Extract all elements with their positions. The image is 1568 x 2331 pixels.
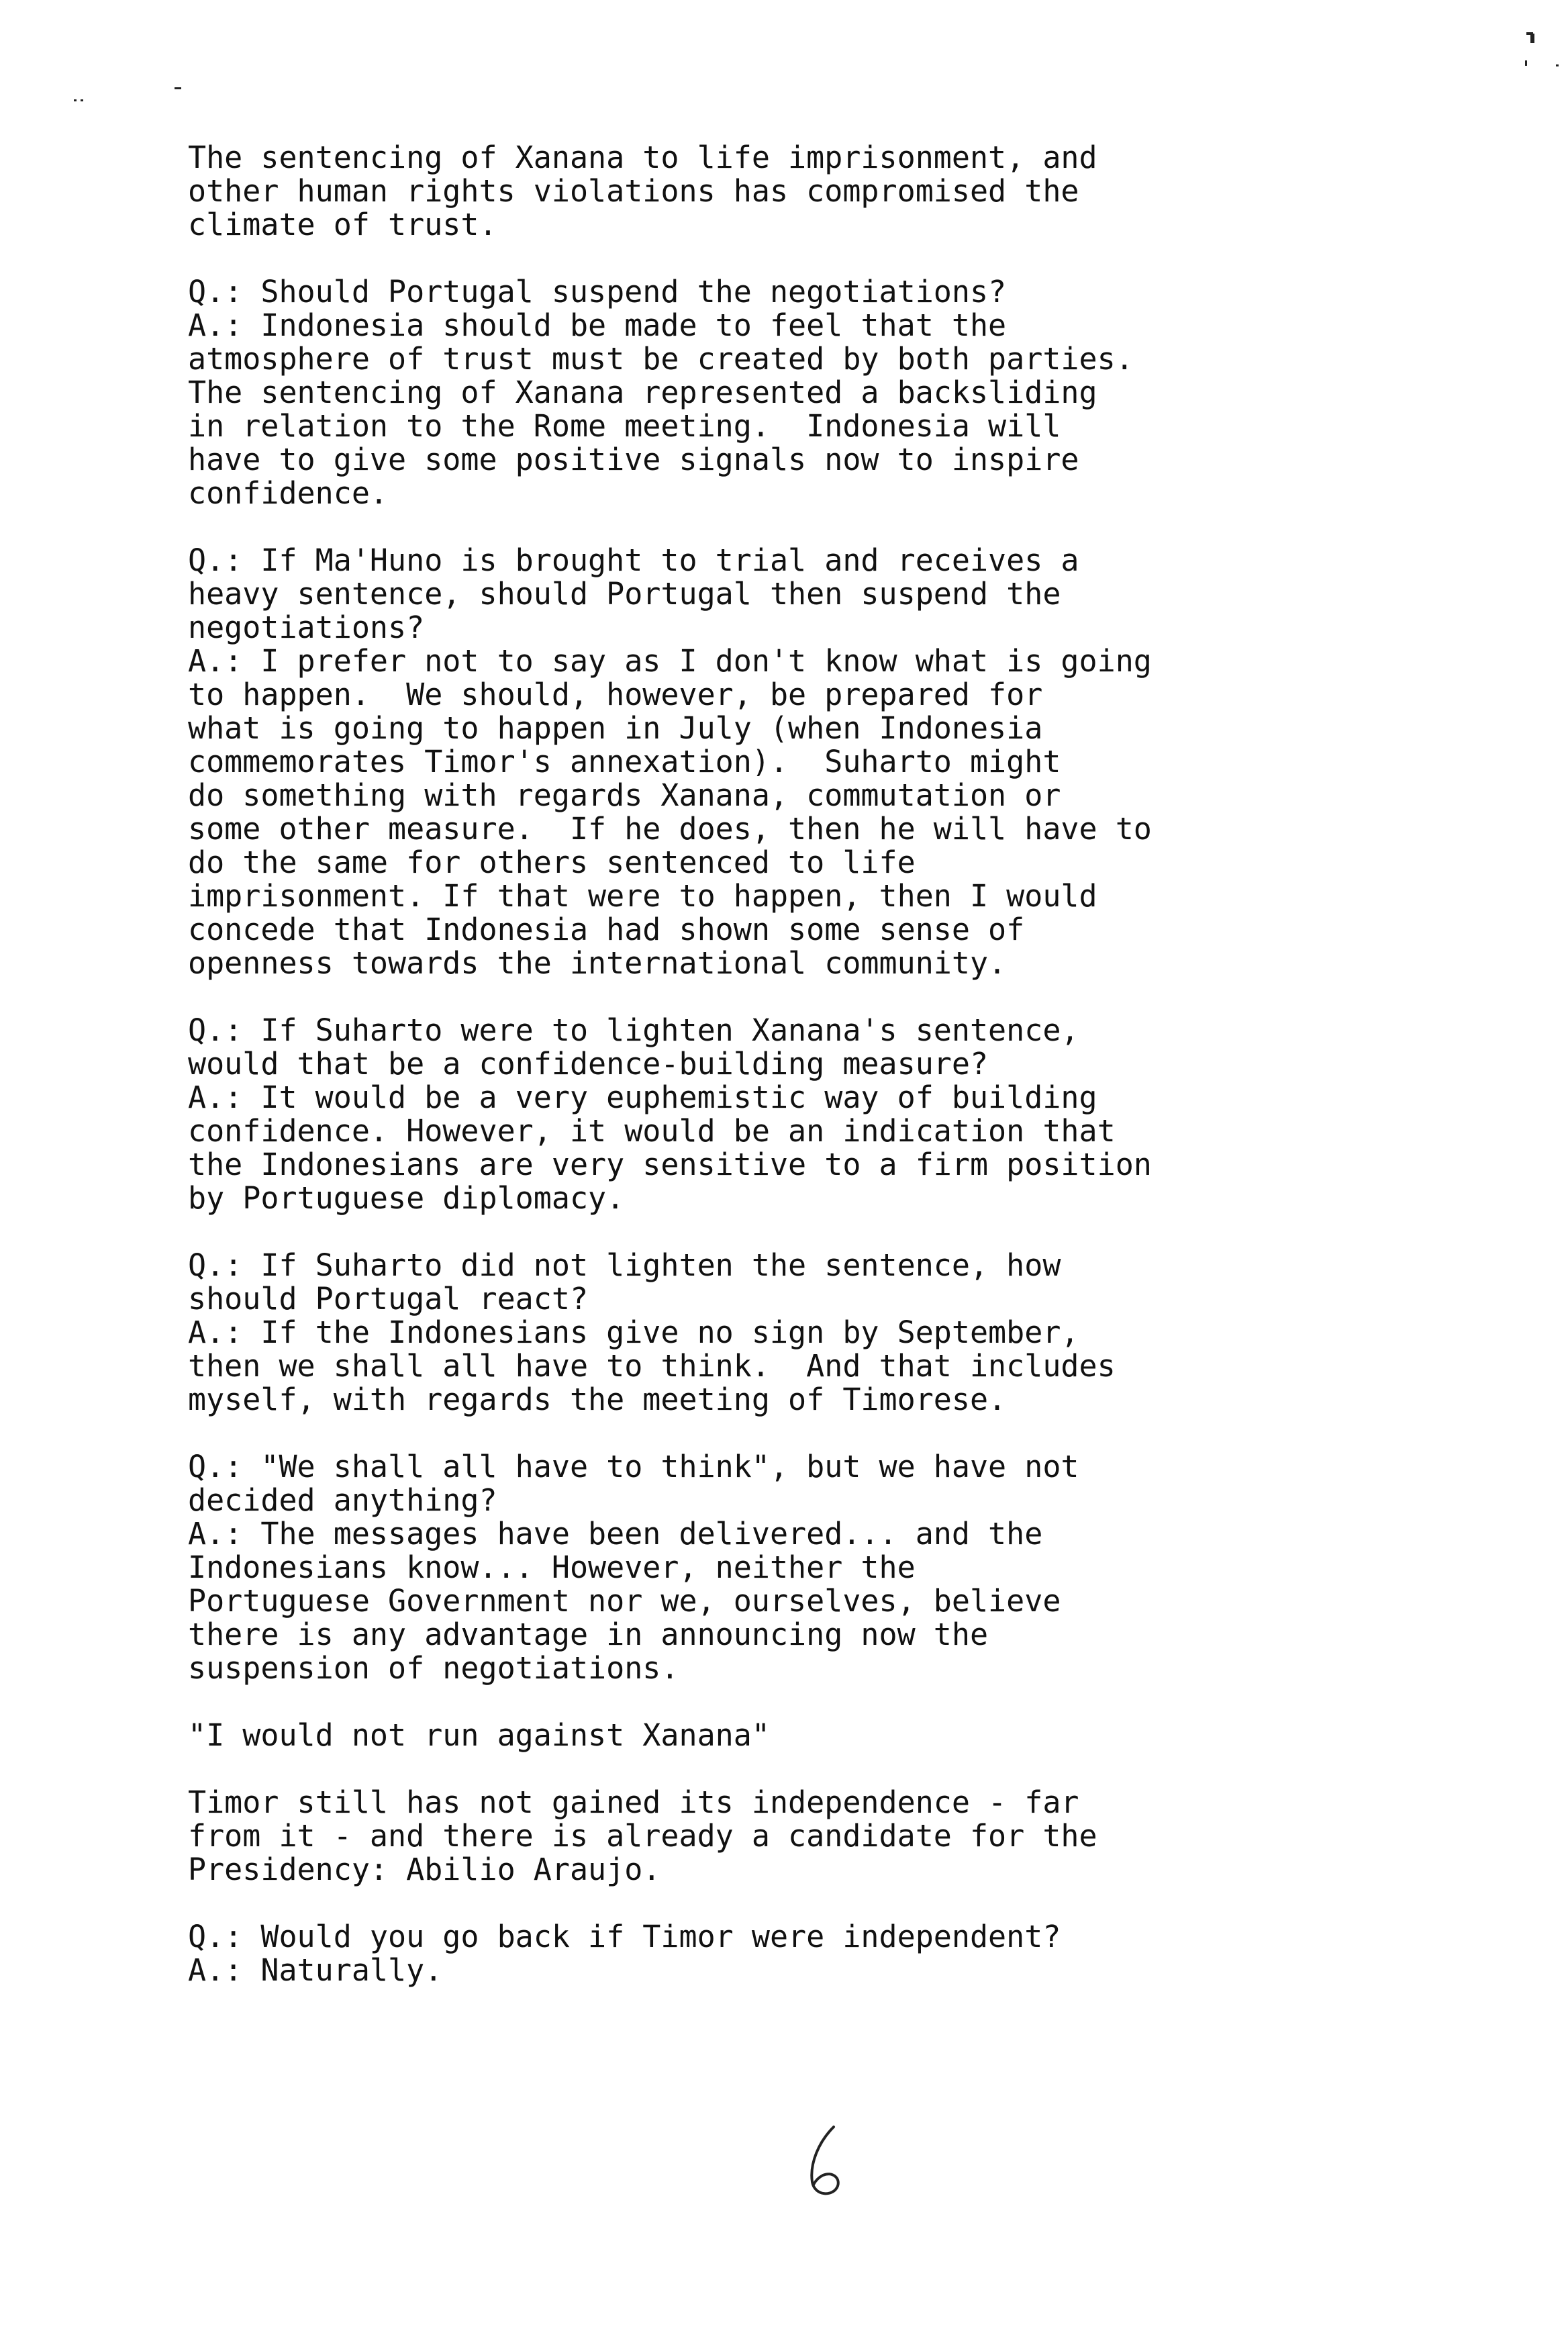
text-line: commemorates Timor's annexation). Suharto might — [188, 744, 1061, 779]
text-line: have to give some positive signals now to inspire — [188, 442, 1079, 477]
text-line: in relation to the Rome meeting. Indonesia will — [188, 408, 1061, 444]
text-line: Q.: Should Portugal suspend the negotiations? — [188, 274, 1007, 310]
text-line: other human rights violations has compromised the — [188, 173, 1079, 209]
text-line: Timor still has not gained its independence - far — [188, 1785, 1079, 1820]
text-line: some other measure. If he does, then he will have to — [188, 811, 1152, 847]
text-line: confidence. — [188, 475, 389, 511]
text-line: by Portuguese diplomacy. — [188, 1180, 625, 1216]
paragraph — [188, 1786, 1497, 1887]
section-heading — [188, 1719, 1497, 1752]
scan-mark — [1556, 64, 1559, 66]
text-line: A.: It would be a very euphemistic way of building — [188, 1080, 1097, 1115]
text-line: concede that Indonesia had shown some sense of — [188, 912, 1025, 947]
paragraph — [188, 1014, 1497, 1215]
scan-mark — [74, 99, 77, 101]
text-line: Q.: If Suharto did not lighten the sentence, how — [188, 1247, 1061, 1283]
text-line: myself, with regards the meeting of Timorese. — [188, 1382, 1007, 1417]
text-line: openness towards the international community. — [188, 945, 1007, 981]
text-line: The sentencing of Xanana to life imprisonment, and — [188, 140, 1097, 175]
text-line: Portuguese Government nor we, ourselves, believe — [188, 1583, 1061, 1619]
paragraph — [188, 1920, 1497, 1987]
scan-mark — [1526, 32, 1533, 35]
text-line: heavy sentence, should Portugal then suspend the — [188, 576, 1061, 612]
text-line: Q.: If Ma'Huno is brought to trial and receives a — [188, 542, 1079, 578]
text-line: Presidency: Abilio Araujo. — [188, 1852, 661, 1887]
text-line: decided anything? — [188, 1482, 497, 1518]
text-line: to happen. We should, however, be prepared for — [188, 677, 1043, 712]
text-line: imprisonment. If that were to happen, then I would — [188, 878, 1097, 914]
text-line: The sentencing of Xanana represented a backsliding — [188, 375, 1097, 410]
text-line: Q.: Would you go back if Timor were independent? — [188, 1919, 1061, 1954]
text-line: do something with regards Xanana, commutation or — [188, 777, 1061, 813]
text-line: confidence. However, it would be an indication that — [188, 1113, 1116, 1149]
text-line: atmosphere of trust must be created by both parties. — [188, 341, 1134, 377]
text-line: should Portugal react? — [188, 1281, 589, 1317]
text-line: A.: Indonesia should be made to feel that the — [188, 307, 1007, 343]
text-line: A.: If the Indonesians give no sign by September, — [188, 1315, 1079, 1350]
text-line: suspension of negotiations. — [188, 1650, 679, 1686]
text-line: negotiations? — [188, 610, 425, 645]
text-line: A.: Naturally. — [188, 1952, 443, 1988]
page-number — [799, 2122, 852, 2202]
text-line: the Indonesians are very sensitive to a firm position — [188, 1147, 1152, 1182]
text-line: what is going to happen in July (when Indonesia — [188, 710, 1043, 746]
text-line: do the same for others sentenced to life — [188, 845, 916, 880]
text-line: there is any advantage in announcing now the — [188, 1617, 989, 1652]
paragraph — [188, 141, 1497, 242]
scan-mark — [1530, 34, 1534, 43]
paragraph — [188, 1249, 1497, 1417]
paragraph — [188, 1450, 1497, 1685]
text-line: would that be a confidence-building measure? — [188, 1046, 989, 1082]
text-line: Q.: If Suharto were to lighten Xanana's sentence, — [188, 1012, 1079, 1048]
paragraph — [188, 275, 1497, 510]
paragraph — [188, 544, 1497, 980]
scan-mark — [175, 87, 181, 89]
text-line: Indonesians know... However, neither the — [188, 1550, 916, 1585]
text-line: then we shall all have to think. And that includes — [188, 1348, 1116, 1384]
scan-mark — [1525, 60, 1527, 66]
text-line: A.: The messages have been delivered... and the — [188, 1516, 1043, 1552]
text-line: from it - and there is already a candidate for the — [188, 1818, 1097, 1854]
text-line: Q.: "We shall all have to think", but we have not — [188, 1449, 1079, 1484]
text-line: "I would not run against Xanana" — [188, 1717, 770, 1753]
text-line: A.: I prefer not to say as I don't know what is going — [188, 643, 1152, 679]
scan-mark — [81, 99, 83, 101]
document-body — [188, 141, 1497, 1987]
text-line: climate of trust. — [188, 207, 497, 242]
